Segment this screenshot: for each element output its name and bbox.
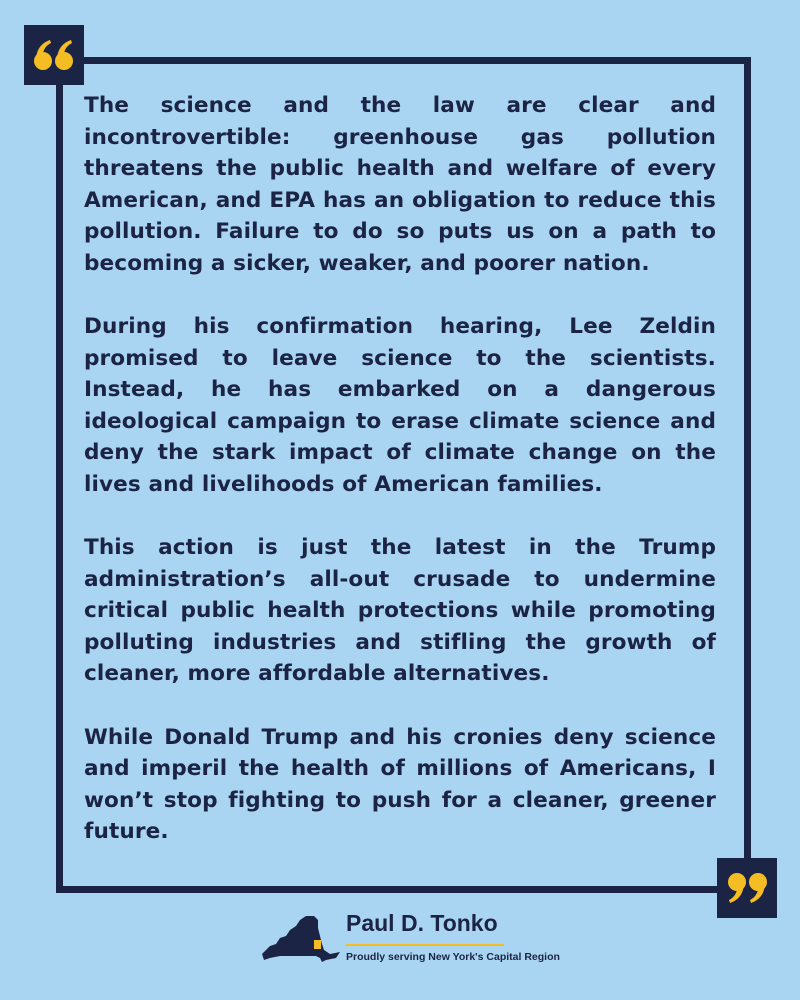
representative-tagline: Proudly serving New York's Capital Region [346,951,560,963]
statement-paragraph: The science and the law are clear and incontrovertible: greenhouse gas pollution threatens the public health and welfare of every American, and EPA has an obligation to reduce this pollution. Failure to do so puts us on a path to becoming a sicker, weaker, and poorer nation. [84,93,716,276]
new-york-state-map-icon [260,914,342,966]
name-divider [346,944,504,946]
footer-signature [260,910,560,980]
representative-name: Paul D. Tonko [346,910,498,936]
close-quote-icon [717,858,777,918]
statement-paragraph: During his confirmation hearing, Lee Zeldin promised to leave science to the scientists. Instead, he has embarked on a dangerous ideological campaign to erase climate science and deny the stark impact of climate change on the lives and livelihoods of American families. [84,314,716,497]
statement-body [84,90,716,880]
open-quote-icon [24,25,84,85]
statement-paragraph: While Donald Trump and his cronies deny science and imperil the health of millions of Americans, I won’t stop fighting to push for a cleaner, greener future. [84,724,716,844]
statement-paragraph: This action is just the latest in the Trump administration’s all-out crusade to undermine critical public health protections while promoting polluting industries and stifling the growth of cleaner, more affordable alternatives. [84,535,716,686]
